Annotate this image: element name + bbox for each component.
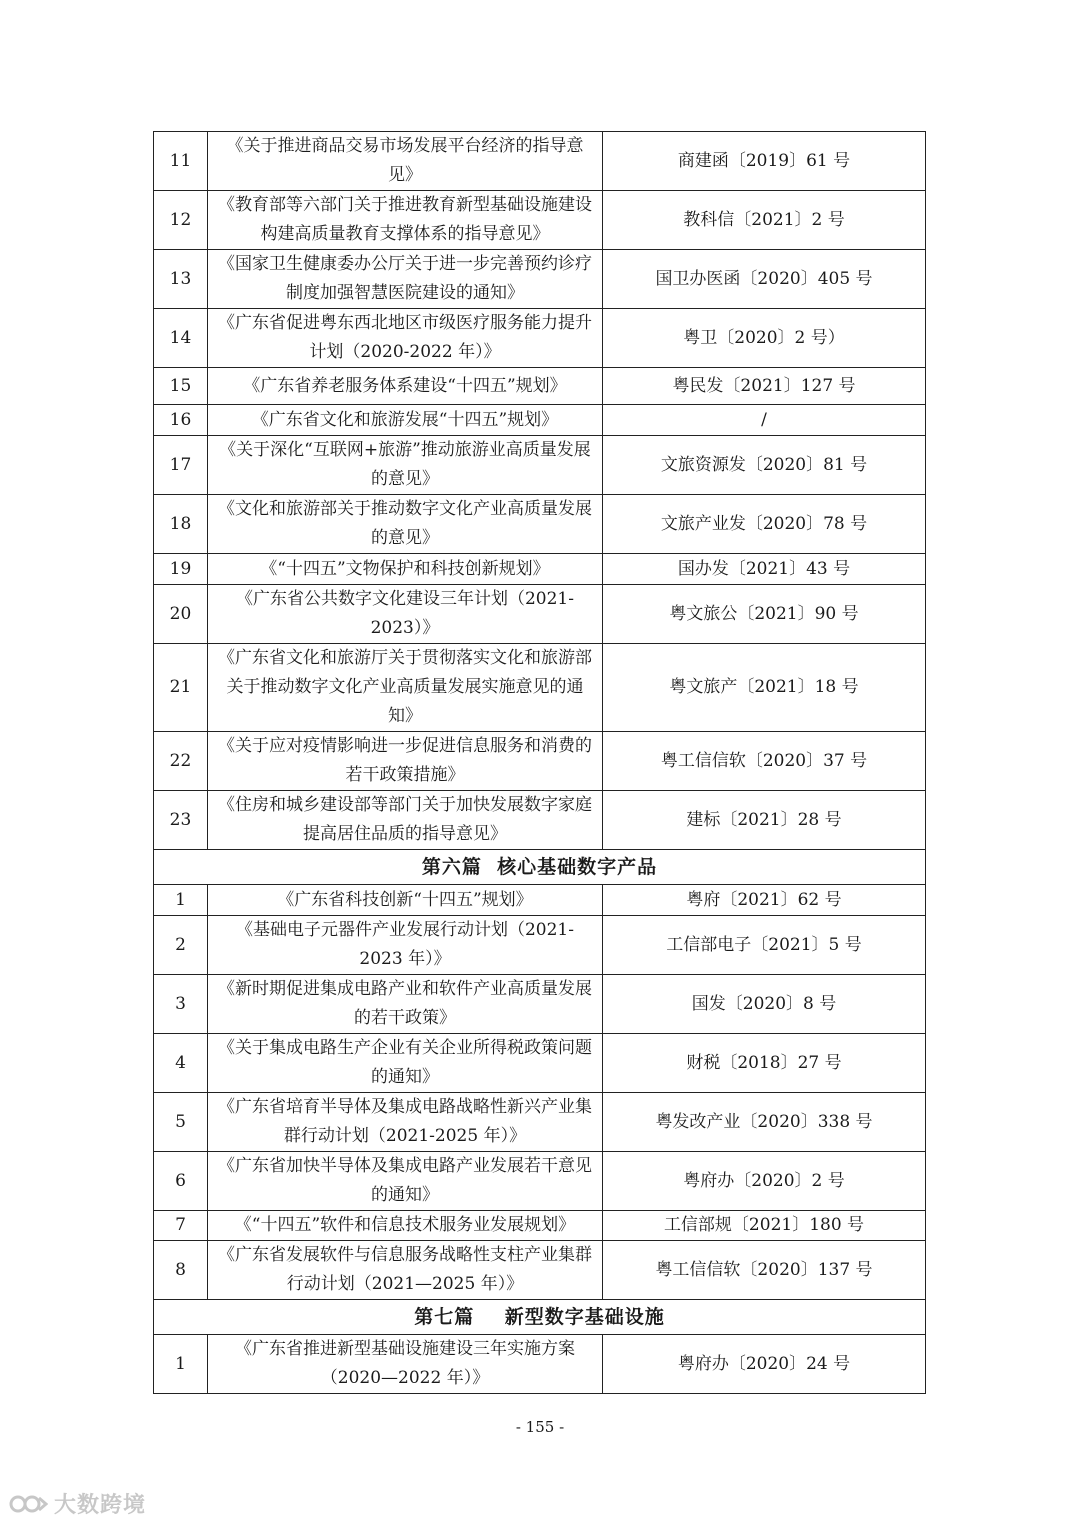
document-reference: 文旅资源发〔2020〕81 号 <box>603 436 926 495</box>
page-number: - 155 - <box>515 1418 565 1436</box>
table-row <box>154 1335 926 1394</box>
row-number: 13 <box>154 250 208 309</box>
document-title: 《广东省推进新型基础设施建设三年实施方案（2020—2022 年）》 <box>208 1335 603 1394</box>
table-row <box>154 1152 926 1211</box>
table-row <box>154 368 926 405</box>
table-row <box>154 1241 926 1300</box>
document-title: 《新时期促进集成电路产业和软件产业高质量发展的若干政策》 <box>208 975 603 1034</box>
document-reference: 粤工信信软〔2020〕137 号 <box>603 1241 926 1300</box>
row-number: 20 <box>154 585 208 644</box>
document-reference: 粤府办〔2020〕24 号 <box>603 1335 926 1394</box>
row-number: 19 <box>154 554 208 585</box>
document-reference: 粤文旅产〔2021〕18 号 <box>603 644 926 732</box>
document-title: 《国家卫生健康委办公厅关于进一步完善预约诊疗制度加强智慧医院建设的通知》 <box>208 250 603 309</box>
table-row <box>154 309 926 368</box>
document-title: 《教育部等六部门关于推进教育新型基础设施建设构建高质量教育支撑体系的指导意见》 <box>208 191 603 250</box>
document-title: 《广东省文化和旅游厅关于贯彻落实文化和旅游部关于推动数字文化产业高质量发展实施意见的通知》 <box>208 644 603 732</box>
table-row <box>154 1034 926 1093</box>
document-reference: 粤工信信软〔2020〕37 号 <box>603 732 926 791</box>
document-reference: 工信部电子〔2021〕5 号 <box>603 916 926 975</box>
table-row <box>154 1093 926 1152</box>
table-row <box>154 436 926 495</box>
document-title: 《“十四五”软件和信息技术服务业发展规划》 <box>208 1211 603 1241</box>
row-number: 22 <box>154 732 208 791</box>
document-reference: 国卫办医函〔2020〕405 号 <box>603 250 926 309</box>
document-title: 《广东省加快半导体及集成电路产业发展若干意见的通知》 <box>208 1152 603 1211</box>
document-reference: 文旅产业发〔2020〕78 号 <box>603 495 926 554</box>
document-reference: 国办发〔2021〕43 号 <box>603 554 926 585</box>
document-title: 《关于推进商品交易市场发展平台经济的指导意见》 <box>208 132 603 191</box>
row-number: 17 <box>154 436 208 495</box>
document-reference: 教科信〔2021〕2 号 <box>603 191 926 250</box>
policy-table <box>153 131 926 1394</box>
document-reference: / <box>603 405 926 436</box>
table-row <box>154 732 926 791</box>
table-row <box>154 585 926 644</box>
table-row <box>154 250 926 309</box>
document-title: 《“十四五”文物保护和科技创新规划》 <box>208 554 603 585</box>
row-number: 12 <box>154 191 208 250</box>
row-number: 2 <box>154 916 208 975</box>
row-number: 14 <box>154 309 208 368</box>
section-title: 第七篇 新型数字基础设施 <box>154 1300 926 1335</box>
table-row <box>154 885 926 916</box>
document-title: 《广东省科技创新“十四五”规划》 <box>208 885 603 916</box>
watermark-text: 大数跨境 <box>54 1493 147 1518</box>
table-row <box>154 916 926 975</box>
document-title: 《住房和城乡建设部等部门关于加快发展数字家庭 提高居住品质的指导意见》 <box>208 791 603 850</box>
document-reference: 粤卫〔2020〕2 号） <box>603 309 926 368</box>
row-number: 6 <box>154 1152 208 1211</box>
row-number: 5 <box>154 1093 208 1152</box>
table-row <box>154 554 926 585</box>
document-title: 《关于集成电路生产企业有关企业所得税政策问题的通知》 <box>208 1034 603 1093</box>
document-reference: 财税〔2018〕27 号 <box>603 1034 926 1093</box>
document-title: 《广东省公共数字文化建设三年计划（2021-2023）》 <box>208 585 603 644</box>
table-row <box>154 132 926 191</box>
table-row <box>154 495 926 554</box>
section-header-row <box>154 1300 926 1335</box>
table-row <box>154 405 926 436</box>
document-reference: 粤文旅公〔2021〕90 号 <box>603 585 926 644</box>
document-title: 《关于深化“互联网+旅游”推动旅游业高质量发展的意见》 <box>208 436 603 495</box>
document-reference: 粤发改产业〔2020〕338 号 <box>603 1093 926 1152</box>
section-title: 第六篇 核心基础数字产品 <box>154 850 926 885</box>
table-row <box>154 975 926 1034</box>
document-reference: 粤府〔2021〕62 号 <box>603 885 926 916</box>
row-number: 3 <box>154 975 208 1034</box>
document-reference: 商建函〔2019〕61 号 <box>603 132 926 191</box>
document-reference: 粤府办〔2020〕2 号 <box>603 1152 926 1211</box>
table-row <box>154 1211 926 1241</box>
document-title: 《广东省养老服务体系建设“十四五”规划》 <box>208 368 603 405</box>
document-reference: 粤民发〔2021〕127 号 <box>603 368 926 405</box>
row-number: 21 <box>154 644 208 732</box>
table-row <box>154 191 926 250</box>
row-number: 4 <box>154 1034 208 1093</box>
document-reference: 建标〔2021〕28 号 <box>603 791 926 850</box>
table-row <box>154 791 926 850</box>
document-title: 《关于应对疫情影响进一步促进信息服务和消费的若干政策措施》 <box>208 732 603 791</box>
row-number: 7 <box>154 1211 208 1241</box>
row-number: 15 <box>154 368 208 405</box>
document-title: 《广东省培育半导体及集成电路战略性新兴产业集群行动计划（2021-2025 年）》 <box>208 1093 603 1152</box>
document-title: 《基础电子元器件产业发展行动计划（2021-2023 年）》 <box>208 916 603 975</box>
document-title: 《广东省文化和旅游发展“十四五”规划》 <box>208 405 603 436</box>
row-number: 1 <box>154 1335 208 1394</box>
row-number: 8 <box>154 1241 208 1300</box>
document-reference: 工信部规〔2021〕180 号 <box>603 1211 926 1241</box>
row-number: 11 <box>154 132 208 191</box>
document-title: 《广东省促进粤东西北地区市级医疗服务能力提升计划（2020-2022 年）》 <box>208 309 603 368</box>
row-number: 18 <box>154 495 208 554</box>
watermark <box>8 1488 146 1519</box>
row-number: 1 <box>154 885 208 916</box>
document-reference: 国发〔2020〕8 号 <box>603 975 926 1034</box>
row-number: 16 <box>154 405 208 436</box>
table-row <box>154 644 926 732</box>
section-header-row <box>154 850 926 885</box>
document-title: 《广东省发展软件与信息服务战略性支柱产业集群行动计划（2021—2025 年）》 <box>208 1241 603 1300</box>
table-body <box>154 132 926 1394</box>
row-number: 23 <box>154 791 208 850</box>
document-title: 《文化和旅游部关于推动数字文化产业高质量发展的意见》 <box>208 495 603 554</box>
brand-logo-icon <box>8 1490 48 1518</box>
